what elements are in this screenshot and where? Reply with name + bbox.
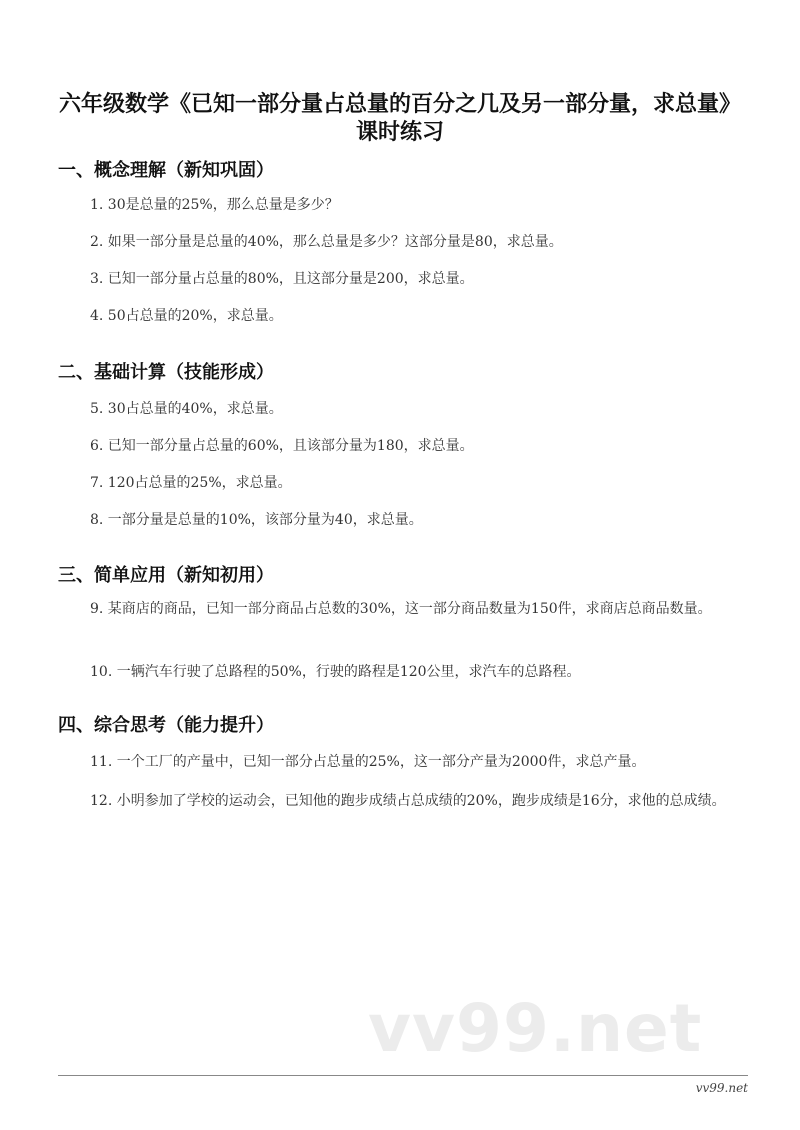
question-6: 6. 已知一部分量占总量的60%，且该部分量为180，求总量。 <box>90 438 474 454</box>
watermark: vv99.net <box>368 990 703 1067</box>
question-10: 10. 一辆汽车行驶了总路程的50%，行驶的路程是120公里，求汽车的总路程。 <box>90 664 581 680</box>
question-12: 12. 小明参加了学校的运动会，已知他的跑步成绩占总成绩的20%，跑步成绩是16分，求他的总成绩。 <box>90 793 726 809</box>
question-8: 8. 一部分量是总量的10%，该部分量为40，求总量。 <box>90 512 423 528</box>
section-heading-4: 四、综合思考（能力提升） <box>58 715 274 736</box>
question-3: 3. 已知一部分量占总量的80%，且这部分量是200，求总量。 <box>90 271 474 287</box>
question-2: 2. 如果一部分量是总量的40%，那么总量是多少？这部分量是80，求总量。 <box>90 234 563 250</box>
question-1: 1. 30是总量的25%，那么总量是多少？ <box>90 197 339 213</box>
footer-rule <box>58 1075 748 1076</box>
question-5: 5. 30占总量的40%，求总量。 <box>90 401 283 417</box>
section-heading-3: 三、简单应用（新知初用） <box>58 565 274 586</box>
question-4: 4. 50占总量的20%，求总量。 <box>90 308 283 324</box>
title-line-1: 六年级数学《已知一部分量占总量的百分之几及另一部分量，求总量》 <box>58 91 741 117</box>
question-11: 11. 一个工厂的产量中，已知一部分占总量的25%，这一部分产量为2000件，求总产量。 <box>90 754 646 770</box>
question-9: 9. 某商店的商品，已知一部分商品占总数的30%，这一部分商品数量为150件，求商店总商品数量。 <box>90 601 712 617</box>
title-line-2: 课时练习 <box>355 119 444 145</box>
section-heading-1: 一、概念理解（新知巩固） <box>58 160 274 181</box>
section-heading-2: 二、基础计算（技能形成） <box>58 362 274 383</box>
question-7: 7. 120占总量的25%，求总量。 <box>90 475 292 491</box>
footer-text: vv99.net <box>695 1081 748 1095</box>
